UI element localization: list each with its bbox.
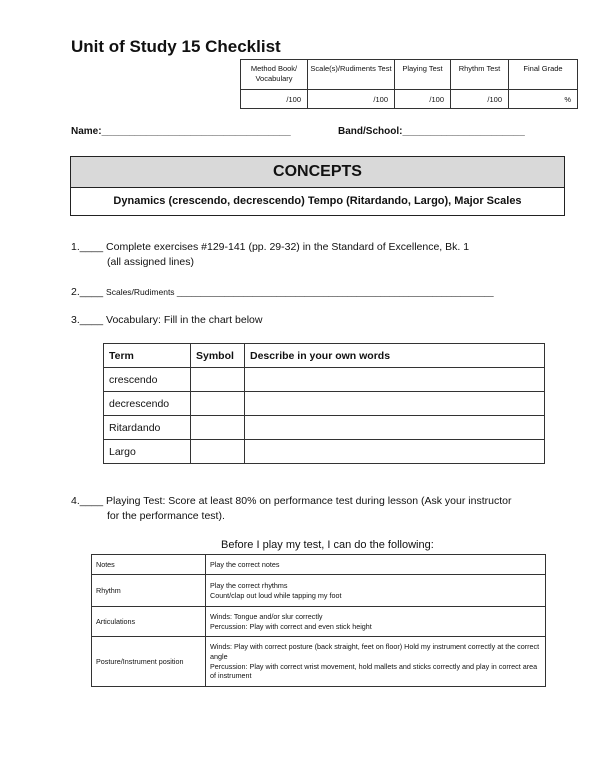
checklist-item-4	[71, 494, 511, 524]
checklist-detail-line: Winds: Tongue and/or slur correctly	[210, 611, 323, 621]
vocab-term: Largo	[104, 440, 191, 464]
checklist-detail-line: Winds: Play with correct posture (back straight, feet on floor) Hold my instrument correctly at the correct angle	[210, 642, 540, 661]
checklist-detail	[206, 607, 546, 637]
item-1-continuation: (all assigned lines)	[107, 256, 194, 268]
vocab-symbol-cell	[191, 440, 245, 464]
vocab-description-cell	[245, 392, 545, 416]
vocab-term: Ritardando	[104, 416, 191, 440]
table-row	[92, 575, 546, 607]
grade-value-playing: /100	[395, 90, 451, 109]
grade-header-playing: Playing Test	[395, 60, 451, 90]
item-2-text: Scales/Rudiments ___________________________________________________________________	[106, 287, 494, 297]
checklist-detail-line: Play the correct rhythms	[210, 580, 288, 590]
before-test-heading: Before I play my test, I can do the following:	[221, 539, 434, 551]
vocab-header-describe: Describe in your own words	[245, 344, 545, 368]
concepts-heading: CONCEPTS	[71, 157, 564, 188]
table-row	[104, 440, 545, 464]
checklist-detail-line: Count/clap out loud while tapping my foot	[210, 590, 342, 600]
name-field: Name:__________________________________	[71, 126, 291, 137]
vocab-description-cell	[245, 416, 545, 440]
item-4-continuation: for the performance test).	[107, 510, 225, 522]
checklist-item-1	[71, 240, 469, 270]
table-row	[92, 637, 546, 687]
checklist-category: Posture/Instrument position	[92, 637, 206, 687]
grade-header-method-book: Method Book/ Vocabulary	[241, 60, 308, 90]
concepts-box	[70, 156, 565, 216]
checklist-detail-line: Play the correct notes	[210, 559, 280, 569]
pre-test-checklist-table	[91, 554, 546, 687]
vocabulary-table	[103, 343, 545, 464]
grade-value-scales: /100	[308, 90, 395, 109]
checklist-detail-line: Percussion: Play with correct and even stick height	[210, 621, 372, 631]
table-row	[92, 607, 546, 637]
grade-value-final: %	[509, 90, 578, 109]
item-4-text: 4.____ Playing Test: Score at least 80% on performance test during lesson (Ask your instructor	[71, 495, 512, 507]
table-row	[104, 392, 545, 416]
concepts-topics: Dynamics (crescendo, decrescendo) Tempo (Ritardando, Largo), Major Scales	[113, 195, 522, 207]
vocab-header-symbol: Symbol	[191, 344, 245, 368]
table-row	[104, 368, 545, 392]
vocab-description-cell	[245, 368, 545, 392]
vocab-term: crescendo	[104, 368, 191, 392]
grade-header-rhythm: Rhythm Test	[451, 60, 509, 90]
checklist-category: Notes	[92, 555, 206, 575]
checklist-category: Rhythm	[92, 575, 206, 607]
item-1-text: 1.____ Complete exercises #129-141 (pp. 29-32) in the Standard of Excellence, Bk. 1	[71, 241, 470, 253]
checklist-detail-line: Percussion: Play with correct wrist movement, hold mallets and sticks correctly and play in correct area of instrument	[210, 661, 538, 681]
grade-header-final: Final Grade	[509, 60, 578, 90]
grade-value-rhythm: /100	[451, 90, 509, 109]
table-row	[104, 416, 545, 440]
grade-value-method-book: /100	[241, 90, 308, 109]
grades-table	[240, 59, 578, 109]
grade-header-scales: Scale(s)/Rudiments Test	[308, 60, 395, 90]
vocab-header-term: Term	[104, 344, 191, 368]
table-row	[92, 555, 546, 575]
checklist-item-2	[71, 285, 494, 300]
checklist-item-3: 3.____ Vocabulary: Fill in the chart below	[71, 314, 263, 326]
checklist-detail	[206, 637, 546, 687]
checklist-detail	[206, 555, 546, 575]
band-school-field: Band/School:______________________	[338, 126, 525, 137]
checklist-category: Articulations	[92, 607, 206, 637]
vocab-term: decrescendo	[104, 392, 191, 416]
checklist-detail	[206, 575, 546, 607]
item-2-number: 2.____	[71, 286, 104, 298]
vocab-description-cell	[245, 440, 545, 464]
vocab-symbol-cell	[191, 368, 245, 392]
page-title: Unit of Study 15 Checklist	[71, 37, 281, 56]
vocab-symbol-cell	[191, 416, 245, 440]
vocab-symbol-cell	[191, 392, 245, 416]
